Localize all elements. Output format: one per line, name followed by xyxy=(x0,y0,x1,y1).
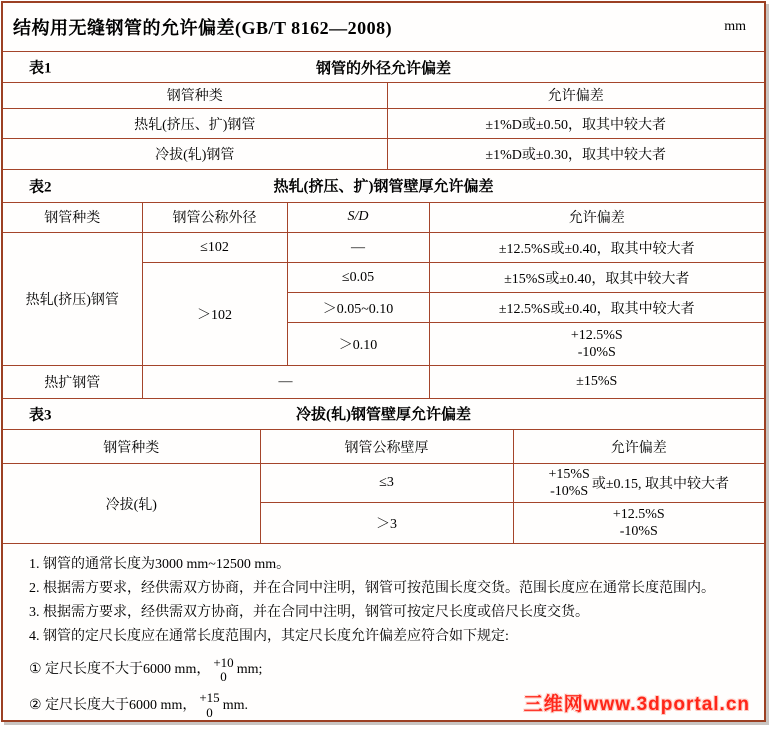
subnote-1 xyxy=(29,656,754,685)
table2-header-row xyxy=(3,203,764,233)
table-row xyxy=(3,139,764,169)
table1-label: 表1 xyxy=(29,60,52,77)
table3-header-wt: 钢管公称壁厚 xyxy=(260,430,513,464)
table3-caption xyxy=(3,399,764,430)
table1-header-kind: 钢管种类 xyxy=(3,83,387,109)
table2-dev1: ±12.5%S或±0.40，取其中较大者 xyxy=(429,233,764,263)
table2-sd4: ＞0.10 xyxy=(287,323,429,366)
table-row xyxy=(3,464,764,503)
table2-sd2: ≤0.05 xyxy=(287,263,429,293)
subnote-1-upper-tolerance: +10 xyxy=(213,654,234,670)
table3-wt-gt3: ＞3 xyxy=(260,503,513,543)
note-3: 3. 根据需方要求，经供需双方协商，并在合同中注明，钢管可按定尺长度或倍尺长度交货。 xyxy=(29,604,589,620)
table1-row1-kind: 热轧(挤压、扩)钢管 xyxy=(3,109,387,139)
title-bar xyxy=(3,3,764,52)
table2-dev3: ±12.5%S或±0.40，取其中较大者 xyxy=(429,293,764,323)
table2 xyxy=(3,203,764,399)
table3-title: 冷拔(轧)钢管壁厚允许偏差 xyxy=(296,407,471,424)
table3-header-deviation: 允许偏差 xyxy=(513,430,764,464)
subnote-1-text: 定尺长度不大于6000 mm， xyxy=(45,662,211,678)
table-row xyxy=(3,109,764,139)
table3-dev1-plus: +15%S xyxy=(548,466,590,482)
table1-row2-kind: 冷拔(轧)钢管 xyxy=(3,139,387,169)
table1-caption xyxy=(3,52,764,82)
table3 xyxy=(3,430,764,544)
table3-dev1-minus: -10%S xyxy=(550,484,589,500)
table3-dev1 xyxy=(513,464,764,503)
watermark: 三维网www.3dportal.cn xyxy=(523,694,750,715)
table3-dev2-plus: +12.5%S xyxy=(612,506,665,522)
note-4: 4. 钢管的定尺长度应在通常长度范围内，其定尺长度允许偏差应符合如下规定: xyxy=(29,628,509,644)
table2-title: 热轧(挤压、扩)钢管壁厚允许偏差 xyxy=(273,179,494,196)
table3-header-row xyxy=(3,430,764,464)
table2-dash-cell: — xyxy=(142,366,429,398)
subnote-2-bullet: ② xyxy=(29,697,42,713)
unit-label: mm xyxy=(724,19,746,35)
subnote-2-upper-tolerance: +15 xyxy=(199,690,220,706)
table1-row1-deviation: ±1%D或±0.50，取其中较大者 xyxy=(387,109,764,139)
table2-kind-hot-expanded: 热扩钢管 xyxy=(3,366,142,398)
table2-dev5: ±15%S xyxy=(429,366,764,398)
table3-dev2-minus: -10%S xyxy=(619,524,658,540)
table2-caption xyxy=(3,170,764,203)
note-1: 1. 钢管的通常长度为3000 mm~12500 mm。 xyxy=(29,556,291,572)
table-row xyxy=(3,233,764,263)
table3-dev1-rest: 或±0.15, 取其中较大者 xyxy=(591,477,730,493)
table2-od-le102: ≤102 xyxy=(142,233,287,263)
table3-label: 表3 xyxy=(29,407,52,424)
table2-sd-dash: — xyxy=(287,233,429,263)
table2-sd3: ＞0.05~0.10 xyxy=(287,293,429,323)
document-frame xyxy=(1,1,766,722)
table-row xyxy=(3,366,764,398)
subnote-1-bullet: ① xyxy=(29,662,42,678)
page-title: 结构用无缝钢管的允许偏差(GB/T 8162—2008) xyxy=(13,18,393,39)
subnote-2-unit: mm. xyxy=(222,697,248,713)
table2-header-od: 钢管公称外径 xyxy=(142,203,287,233)
table2-kind-hot-rolled: 热轧(挤压)钢管 xyxy=(3,233,142,366)
table2-dev2: ±15%S或±0.40，取其中较大者 xyxy=(429,263,764,293)
note-2: 2. 根据需方要求，经供需双方协商，并在合同中注明，钢管可按范围长度交货。范围长度应在通常长度范围内。 xyxy=(29,580,715,596)
subnote-2-lower-tolerance: 0 xyxy=(206,704,213,720)
table2-label: 表2 xyxy=(29,179,52,196)
notes-section xyxy=(3,544,764,720)
table1-row2-deviation: ±1%D或±0.30，取其中较大者 xyxy=(387,139,764,169)
table2-dev4-minus: -10%S xyxy=(577,345,616,361)
table1-header-deviation: 允许偏差 xyxy=(387,83,764,109)
table2-header-sd: S/D xyxy=(287,203,429,233)
table2-header-kind: 钢管种类 xyxy=(3,203,142,233)
table1-title: 钢管的外径允许偏差 xyxy=(315,60,451,77)
table1 xyxy=(3,83,764,170)
table3-wt-le3: ≤3 xyxy=(260,464,513,503)
subnote-1-lower-tolerance: 0 xyxy=(220,669,227,685)
subnote-2-text: 定尺长度大于6000 mm， xyxy=(45,697,197,713)
table3-header-kind: 钢管种类 xyxy=(3,430,260,464)
table2-dev4-plus: +12.5%S xyxy=(570,327,623,343)
subnote-1-unit: mm; xyxy=(236,662,263,678)
table2-od-gt102: ＞102 xyxy=(142,263,287,366)
table2-header-deviation: 允许偏差 xyxy=(429,203,764,233)
table3-dev2 xyxy=(513,503,764,543)
table3-kind-cold-drawn: 冷拔(轧) xyxy=(3,464,260,543)
table1-header-row xyxy=(3,83,764,109)
table2-dev4 xyxy=(429,323,764,366)
